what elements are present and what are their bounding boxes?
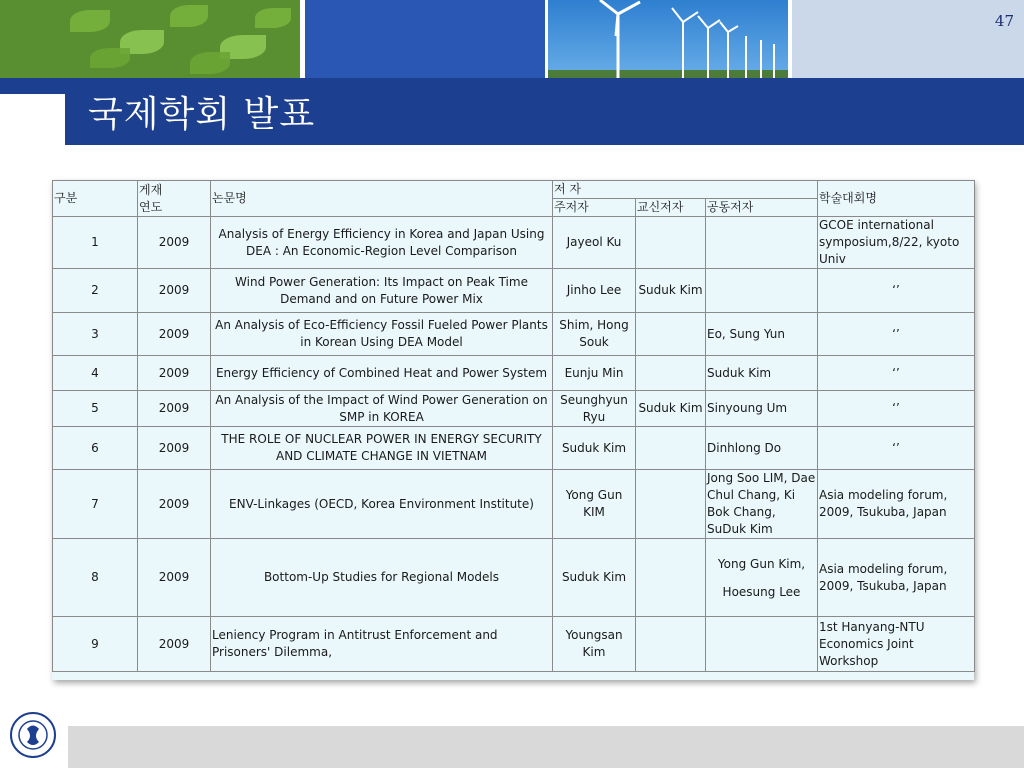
row-no: 5 xyxy=(53,391,138,427)
row-year: 2009 xyxy=(138,427,211,470)
row-main-author: Seunghyun Ryu xyxy=(553,391,636,427)
table-row xyxy=(53,269,975,313)
row-corresponding-author: Suduk Kim xyxy=(636,391,706,427)
row-co-author xyxy=(706,617,818,672)
row-title: Wind Power Generation: Its Impact on Peak Time Demand and on Future Power Mix xyxy=(211,269,553,313)
row-main-author: Suduk Kim xyxy=(553,427,636,470)
row-co-author xyxy=(706,269,818,313)
row-main-author: Yong Gun KIM xyxy=(553,470,636,539)
row-no: 9 xyxy=(53,617,138,672)
row-main-author: Jayeol Ku xyxy=(553,217,636,269)
row-no: 2 xyxy=(53,269,138,313)
header-main-author: 주저자 xyxy=(553,199,636,217)
row-conference: ‘’ xyxy=(818,313,975,356)
row-no: 3 xyxy=(53,313,138,356)
banner-light-panel xyxy=(792,0,1024,78)
row-corresponding-author xyxy=(636,539,706,617)
row-year: 2009 xyxy=(138,217,211,269)
title-accent-bar xyxy=(0,78,65,94)
row-co-author: Suduk Kim xyxy=(706,356,818,391)
row-co-author: Yong Gun Kim, Hoesung Lee xyxy=(706,539,818,617)
footer-bar xyxy=(68,726,1024,768)
row-title: THE ROLE OF NUCLEAR POWER IN ENERGY SECURITY AND CLIMATE CHANGE IN VIETNAM xyxy=(211,427,553,470)
header-conference: 학술대회명 xyxy=(818,181,975,217)
wind-turbines-icon xyxy=(548,0,788,78)
row-co-author: Eo, Sung Yun xyxy=(706,313,818,356)
table-row xyxy=(53,427,975,470)
row-year: 2009 xyxy=(138,539,211,617)
row-main-author: Youngsan Kim xyxy=(553,617,636,672)
table-row xyxy=(53,217,975,269)
header-co-author: 공동저자 xyxy=(706,199,818,217)
row-conference: ‘’ xyxy=(818,427,975,470)
row-main-author: Suduk Kim xyxy=(553,539,636,617)
row-conference: 1st Hanyang-NTU Economics Joint Workshop xyxy=(818,617,975,672)
table-header-row xyxy=(53,181,975,199)
row-co-author: Jong Soo LIM, Dae Chul Chang, Ki Bok Chang, SuDuk Kim xyxy=(706,470,818,539)
slide-title: 국제학회 발표 xyxy=(88,94,316,135)
row-conference: ‘’ xyxy=(818,269,975,313)
row-main-author: Jinho Lee xyxy=(553,269,636,313)
row-year: 2009 xyxy=(138,617,211,672)
header-paper: 논문명 xyxy=(211,181,553,217)
table-row xyxy=(53,617,975,672)
table-row xyxy=(53,356,975,391)
row-title: Leniency Program in Antitrust Enforcement and Prisoners' Dilemma, xyxy=(211,617,553,672)
row-corresponding-author xyxy=(636,356,706,391)
leaves-photo xyxy=(0,0,300,78)
row-corresponding-author: Suduk Kim xyxy=(636,269,706,313)
banner-blue-panel xyxy=(305,0,545,78)
row-corresponding-author xyxy=(636,313,706,356)
publications-table xyxy=(52,180,975,672)
row-no: 7 xyxy=(53,470,138,539)
row-corresponding-author xyxy=(636,427,706,470)
row-year: 2009 xyxy=(138,391,211,427)
row-title: Bottom-Up Studies for Regional Models xyxy=(211,539,553,617)
row-year: 2009 xyxy=(138,356,211,391)
header-year: 게재 연도 xyxy=(138,181,211,217)
row-conference: ‘’ xyxy=(818,391,975,427)
row-co-author: Sinyoung Um xyxy=(706,391,818,427)
publications-table-container xyxy=(52,180,974,680)
row-conference: Asia modeling forum, 2009, Tsukuba, Japan xyxy=(818,470,975,539)
row-title: Energy Efficiency of Combined Heat and Power System xyxy=(211,356,553,391)
row-no: 1 xyxy=(53,217,138,269)
row-co-author xyxy=(706,217,818,269)
university-seal-logo xyxy=(10,712,56,758)
row-year: 2009 xyxy=(138,313,211,356)
table-row xyxy=(53,391,975,427)
row-conference: GCOE international symposium,8/22, kyoto Univ xyxy=(818,217,975,269)
table-row xyxy=(53,470,975,539)
row-corresponding-author xyxy=(636,617,706,672)
row-no: 6 xyxy=(53,427,138,470)
row-title: An Analysis of the Impact of Wind Power Generation on SMP in KOREA xyxy=(211,391,553,427)
table-row xyxy=(53,313,975,356)
row-main-author: Eunju Min xyxy=(553,356,636,391)
row-year: 2009 xyxy=(138,269,211,313)
row-corresponding-author xyxy=(636,470,706,539)
row-title: An Analysis of Eco-Efficiency Fossil Fueled Power Plants in Korean Using DEA Model xyxy=(211,313,553,356)
row-conference: Asia modeling forum, 2009, Tsukuba, Japan xyxy=(818,539,975,617)
row-title: Analysis of Energy Efficiency in Korea and Japan Using DEA : An Economic-Region Level Comparison xyxy=(211,217,553,269)
row-corresponding-author xyxy=(636,217,706,269)
row-no: 4 xyxy=(53,356,138,391)
header-category: 구분 xyxy=(53,181,138,217)
row-year: 2009 xyxy=(138,470,211,539)
page-number: 47 xyxy=(994,12,1014,30)
wind-turbines-photo xyxy=(548,0,788,78)
row-conference: ‘’ xyxy=(818,356,975,391)
row-title: ENV-Linkages (OECD, Korea Environment Institute) xyxy=(211,470,553,539)
row-no: 8 xyxy=(53,539,138,617)
table-row xyxy=(53,539,975,617)
row-main-author: Shim, Hong Souk xyxy=(553,313,636,356)
header-authors: 저 자 xyxy=(553,181,818,199)
row-co-author: Dinhlong Do xyxy=(706,427,818,470)
header-corresponding-author: 교신저자 xyxy=(636,199,706,217)
